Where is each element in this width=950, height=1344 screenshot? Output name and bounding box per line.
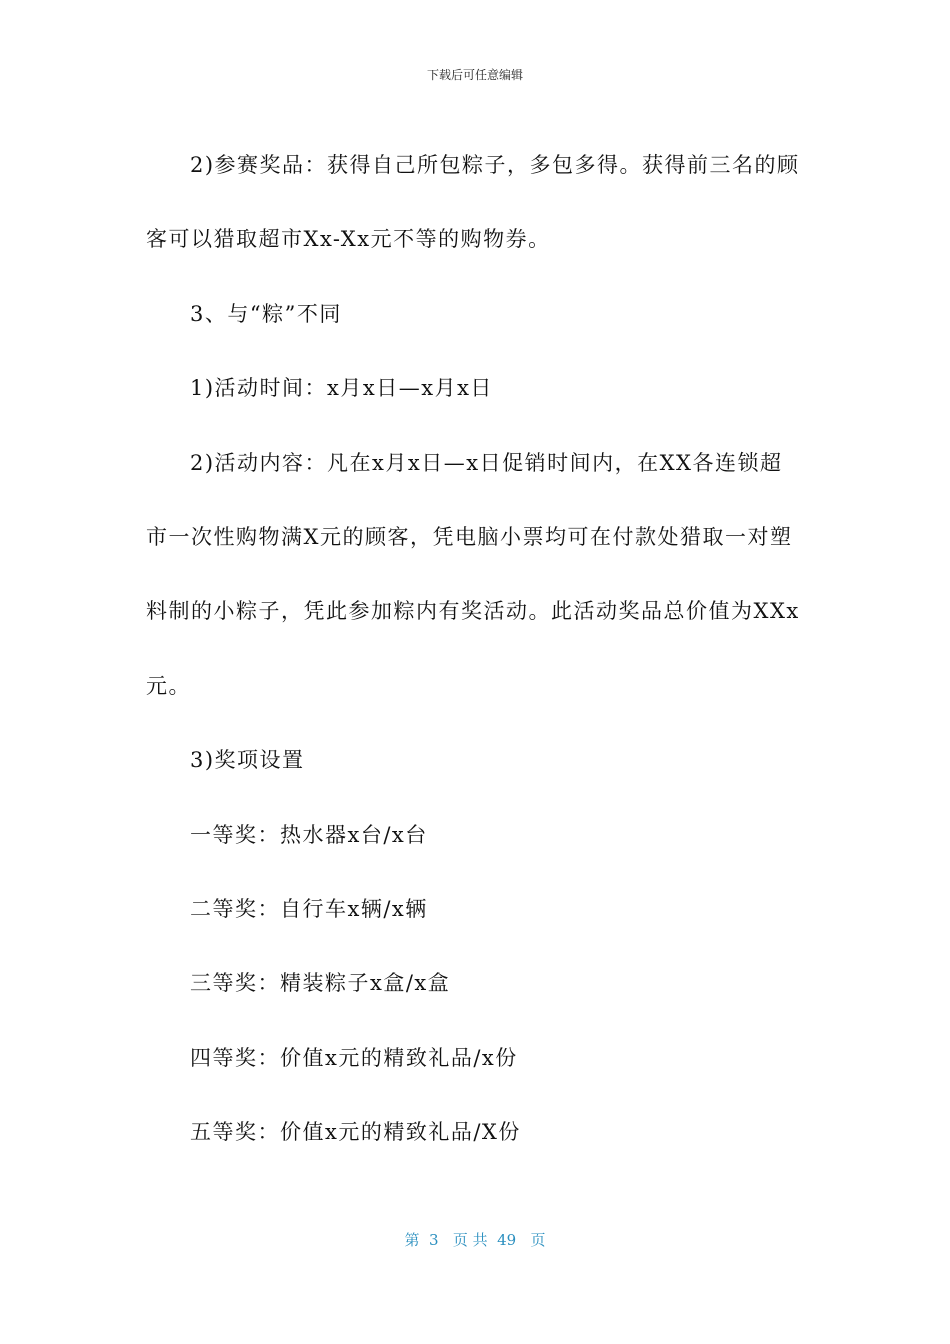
prize-item: 一等奖：热水器x台/x台 xyxy=(190,822,428,847)
paragraph-line: 2)活动内容：凡在x月x日—x日促销时间内，在XX各连锁超 xyxy=(190,450,783,475)
document-body xyxy=(146,128,806,1169)
prize-item: 四等奖：价值x元的精致礼品/x份 xyxy=(190,1045,518,1070)
prize-item: 五等奖：价值x元的精致礼品/X份 xyxy=(190,1120,521,1145)
paragraph-line: 1)活动时间：x月x日—x月x日 xyxy=(190,376,493,401)
paragraph-line: 3)奖项设置 xyxy=(190,748,305,773)
paragraph-line: 2)参赛奖品：获得自己所包粽子，多包多得。获得前三名的顾 xyxy=(190,153,800,177)
paragraph-line: 元。 xyxy=(146,673,191,698)
prize-item: 二等奖：自行车x辆/x辆 xyxy=(190,896,428,921)
paragraph-line: 料制的小粽子，凭此参加粽内有奖活动。此活动奖品总价值为XXx xyxy=(146,599,800,624)
prize-item: 三等奖：精装粽子x盒/x盒 xyxy=(190,971,451,996)
paragraph-line: 客可以猎取超市Xx-Xx元不等的购物券。 xyxy=(146,227,551,252)
page-header: 下载后可任意编辑 xyxy=(426,68,523,82)
section-heading: 3、与“粽”不同 xyxy=(190,301,342,326)
page-number: 第 3 页 共 49 页 xyxy=(404,1231,546,1249)
paragraph-line: 市一次性购物满X元的顾客，凭电脑小票均可在付款处猎取一对塑 xyxy=(146,524,793,549)
